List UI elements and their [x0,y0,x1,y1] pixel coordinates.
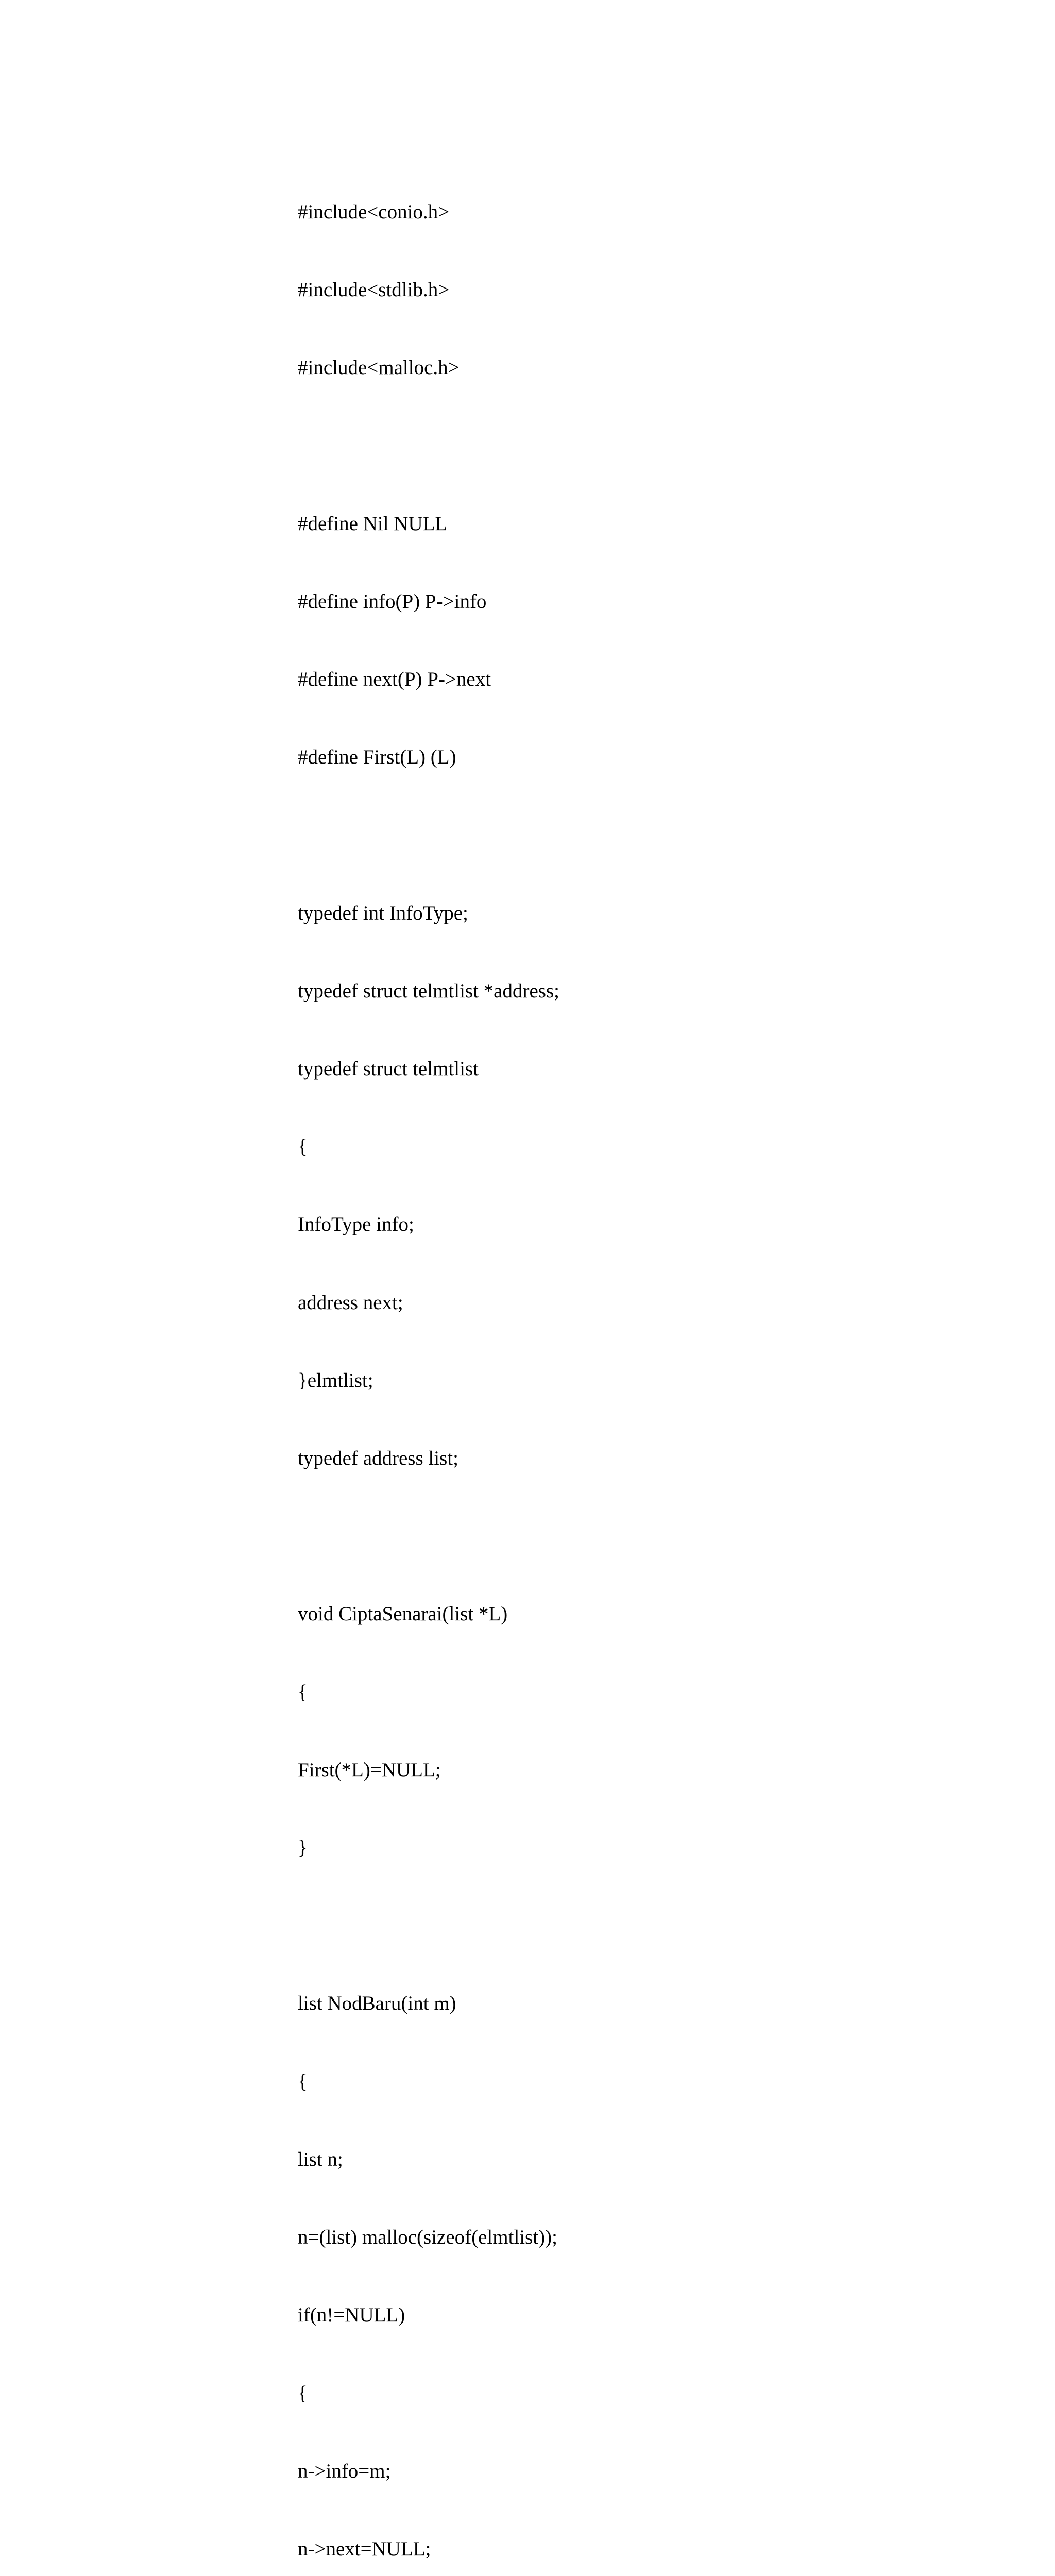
blank-line [298,1523,599,1549]
code-line: { [298,2070,308,2093]
code-line: typedef int InfoType; [298,902,468,924]
code-line: InfoType info; [298,1213,414,1236]
code-line: #define Nil NULL [298,512,448,535]
code-line: #define info(P) P->info [298,590,487,613]
code-line: typedef struct telmtlist *address; [298,979,559,1002]
code-line: list n; [298,2148,343,2171]
code-line: if(n!=NULL) [298,2304,405,2327]
code-line: First(*L)=NULL; [298,1758,441,1781]
code-line: { [298,1681,308,1703]
blank-line [298,822,599,848]
code-listing [298,147,599,2576]
code-line: { [298,1136,308,1158]
code-line: { [298,2382,308,2404]
code-line: n->next=NULL; [298,2537,431,2560]
code-line: }elmtlist; [298,1369,373,1392]
code-line: void CiptaSenarai(list *L) [298,1603,508,1625]
code-line: } [298,1837,308,1859]
code-line: n=(list) malloc(sizeof(elmtlist)); [298,2226,557,2249]
code-line: #define First(L) (L) [298,746,456,769]
code-line: #include<malloc.h> [298,357,460,379]
code-line: n->info=m; [298,2460,391,2482]
blank-line [298,1913,599,1939]
code-line: address next; [298,1291,403,1314]
code-line: #define next(P) P->next [298,668,491,691]
code-line: typedef address list; [298,1447,458,1470]
code-line: #include<stdlib.h> [298,279,450,301]
blank-line [298,433,599,459]
code-line: #include<conio.h> [298,200,450,223]
code-line: typedef struct telmtlist [298,1058,479,1080]
code-line: list NodBaru(int m) [298,1992,456,2015]
